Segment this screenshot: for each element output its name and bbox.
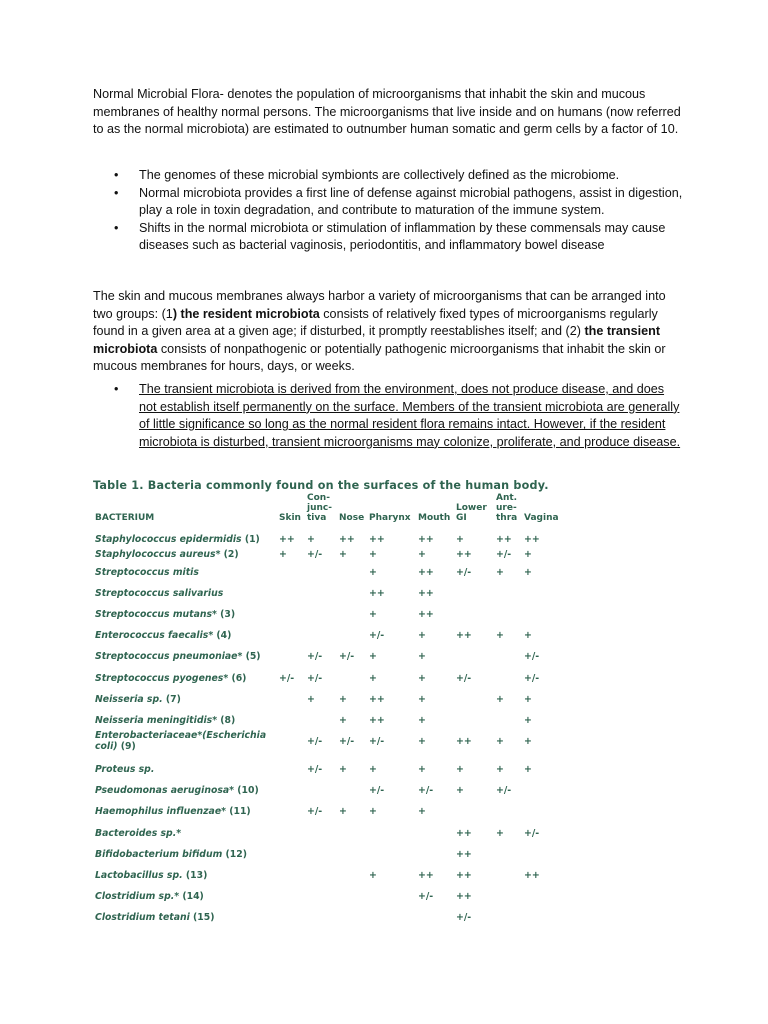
table-row: [93, 651, 593, 667]
reference-number: (9): [117, 741, 136, 752]
table-cell: ++: [369, 534, 385, 545]
bacterium-species: Clostridium tetani: [95, 912, 190, 923]
table-cell: ++: [456, 549, 472, 560]
table-cell: +: [369, 673, 377, 684]
table-cell: ++: [369, 588, 385, 599]
bacterium-species: Neisseria meningitidis*: [95, 715, 218, 726]
bacterium-name: [95, 567, 199, 578]
bacterium-species: Streptococcus mutans*: [95, 609, 217, 620]
table-cell: +: [496, 567, 504, 578]
table-cell: +: [496, 736, 504, 747]
table-cell: +: [524, 736, 532, 747]
table-cell: +: [369, 806, 377, 817]
table-cell: +: [339, 694, 347, 705]
bacterium-name: [95, 715, 235, 726]
table-cell: ++: [456, 891, 472, 902]
table-cell: +/-: [369, 630, 385, 641]
intro-paragraph: Normal Microbial Flora- denotes the population of microorganisms that inhabit the skin and mucous membranes of healthy normal persons. The microorganisms that live inside and on humans (now referred to as the normal microbiota) are estimated to outnumber human somatic and germ cells by a factor of 10.: [93, 87, 681, 137]
table-cell: +: [418, 673, 426, 684]
table-cell: +: [418, 651, 426, 662]
table-cell: +/-: [307, 764, 323, 775]
table-cell: ++: [524, 870, 540, 881]
bacterium-species: Staphylococcus epidermidis: [95, 534, 242, 545]
table-cell: +/-: [496, 549, 512, 560]
table-cell: +: [524, 630, 532, 641]
table-cell: +/-: [307, 736, 323, 747]
table-cell: +: [369, 870, 377, 881]
table-cell: +: [339, 806, 347, 817]
table-row: [93, 715, 593, 731]
bacterium-name: [95, 849, 247, 860]
table-row: [93, 694, 593, 710]
bacterium-name: [95, 870, 207, 881]
header-vagina: Vagina: [524, 513, 559, 523]
table-cell: +: [524, 567, 532, 578]
bacterium-species: Bacteroides sp.*: [95, 828, 182, 839]
table-cell: +: [418, 764, 426, 775]
table-cell: +: [279, 549, 287, 560]
table-cell: +/-: [524, 651, 540, 662]
table-cell: +: [524, 715, 532, 726]
bacterium-name: [95, 673, 246, 684]
list-item-text: Normal microbiota provides a first line of defense against microbial pathogens, assist in digestion, play a role in toxin degradation, and contribute to maturation of the immune system.: [139, 185, 683, 218]
table-cell: ++: [418, 588, 434, 599]
header-nose: Nose: [339, 513, 365, 523]
table-cell: +: [524, 764, 532, 775]
table-cell: +: [418, 806, 426, 817]
bacterium-species: Clostridium sp.*: [95, 891, 180, 902]
table-cell: +/-: [524, 828, 540, 839]
table-cell: +/-: [307, 651, 323, 662]
bacterium-species: Pseudomonas aeruginosa*: [95, 785, 235, 796]
bacterium-name: [95, 588, 223, 599]
table-row: [93, 673, 593, 689]
table-row: [93, 806, 593, 822]
table-cell: +/-: [339, 651, 355, 662]
table-header: [93, 493, 593, 534]
table-cell: ++: [418, 870, 434, 881]
table-cell: +/-: [307, 549, 323, 560]
list-item-text: The transient microbiota is derived from the environment, does not produce disease, and does not establish itself permanently on the surface. Members of the transient microbiota are generally of little significance so long as the normal resident flora remains intact. However, if the resident microbiota is disturbed, transient microorganisms may colonize, proliferate, and produce disease.: [139, 382, 681, 449]
table-cell: +/-: [496, 785, 512, 796]
table-cell: +: [496, 630, 504, 641]
resident-microbiota-emphasis: ) the resident microbiota: [172, 306, 320, 321]
table-row: [93, 891, 593, 907]
list-item: [93, 381, 683, 451]
table-row: [93, 567, 593, 583]
reference-number: (12): [222, 849, 247, 860]
table-cell: +: [524, 549, 532, 560]
bacterium-species: Enterobacteriaceae*(Escherichia coli): [95, 730, 267, 752]
header-conjunctiva: Con- junc- tiva: [307, 493, 332, 523]
bacterium-name: [95, 534, 260, 545]
table-cell: +: [418, 694, 426, 705]
bacterium-name: [95, 806, 251, 817]
bacterium-name: [95, 912, 215, 923]
table-cell: +/-: [418, 891, 434, 902]
table-cell: ++: [369, 694, 385, 705]
table-cell: +: [307, 534, 315, 545]
groups-text-c: consists of relatively fixed types of microorganisms regularly found in a given area at a given age; if disturbed, it promptly reestablishes itself; and (2): [93, 306, 658, 339]
table-cell: ++: [339, 534, 355, 545]
bacterium-name: [95, 730, 281, 752]
table-cell: +: [418, 630, 426, 641]
list-item: [93, 167, 683, 185]
table-row: [93, 828, 593, 844]
table-cell: +: [456, 785, 464, 796]
bacterium-name: [95, 549, 239, 560]
bullet-icon: •: [114, 168, 119, 182]
groups-text-a: The skin and mucous membranes always harbor a variety of microorganisms that can be arranged into two groups: (1: [93, 289, 666, 321]
reference-number: (5): [242, 651, 261, 662]
reference-number: (13): [182, 870, 208, 881]
bacterium-name: [95, 764, 154, 775]
table-cell: +: [524, 694, 532, 705]
header-bacterium: BACTERIUM: [95, 513, 155, 523]
table-row: [93, 785, 593, 801]
reference-number: (6): [228, 673, 247, 684]
bacterium-name: [95, 694, 181, 705]
header-mouth: Mouth: [418, 513, 451, 523]
table-row: [93, 630, 593, 646]
table-cell: +: [369, 567, 377, 578]
bacterium-species: Neisseria sp.: [95, 694, 163, 705]
reference-number: (15): [189, 912, 215, 923]
header-pharynx: Pharynx: [369, 513, 411, 523]
table-cell: +: [418, 736, 426, 747]
reference-number: (8): [217, 715, 236, 726]
table-cell: +/-: [456, 912, 472, 923]
reference-number: (11): [226, 806, 251, 817]
table-row: [93, 870, 593, 886]
table-cell: +/-: [279, 673, 295, 684]
bacterium-species: Enterococcus faecalis*: [95, 630, 214, 641]
table-cell: +/-: [369, 736, 385, 747]
table-cell: +/-: [456, 673, 472, 684]
reference-number: (4): [213, 630, 232, 641]
table-cell: +: [496, 694, 504, 705]
table-cell: +/-: [339, 736, 355, 747]
table-cell: +: [496, 764, 504, 775]
table-cell: +: [369, 651, 377, 662]
bacterium-species: Streptococcus pneumoniae*: [95, 651, 243, 662]
table-cell: +: [369, 764, 377, 775]
table-cell: +: [418, 549, 426, 560]
bacterium-name: [95, 891, 204, 902]
table-cell: +/-: [307, 673, 323, 684]
table-cell: +: [369, 609, 377, 620]
table-cell: +/-: [369, 785, 385, 796]
bacterium-species: Streptococcus pyogenes*: [95, 673, 229, 684]
table-cell: ++: [418, 534, 434, 545]
reference-number: (14): [179, 891, 204, 902]
table-cell: +: [339, 715, 347, 726]
bullet-list-transient: [93, 381, 683, 451]
table-caption: Table 1. Bacteria commonly found on the surfaces of the human body.: [93, 479, 549, 492]
bullet-icon: •: [114, 185, 119, 200]
table-cell: ++: [496, 534, 512, 545]
table-cell: +: [369, 549, 377, 560]
table-cell: ++: [456, 630, 472, 641]
table-cell: ++: [456, 828, 472, 839]
bullet-icon: •: [114, 220, 119, 235]
microbiota-groups-paragraph: [93, 288, 683, 376]
table-cell: +: [339, 549, 347, 560]
bacterium-species: Bifidobacterium bifidum: [95, 849, 223, 860]
bacterium-name: [95, 609, 235, 620]
table-cell: ++: [279, 534, 295, 545]
table-cell: ++: [456, 870, 472, 881]
bacterium-species: Proteus sp.: [95, 764, 155, 775]
table-row: [93, 534, 593, 550]
reference-number: (1): [241, 534, 260, 545]
table-cell: +/-: [418, 785, 434, 796]
list-item-text: The genomes of these microbial symbionts are collectively defined as the microbiome.: [139, 168, 620, 182]
reference-number: (10): [234, 785, 259, 796]
table-cell: ++: [456, 736, 472, 747]
bacterium-name: [95, 651, 261, 662]
table-cell: +: [418, 715, 426, 726]
bacterium-species: Streptococcus salivarius: [95, 588, 224, 599]
reference-number: (7): [162, 694, 181, 705]
table-cell: ++: [456, 849, 472, 860]
table-cell: +: [456, 764, 464, 775]
table-cell: +: [307, 694, 315, 705]
bacterium-name: [95, 828, 181, 839]
table-cell: ++: [524, 534, 540, 545]
table-cell: ++: [418, 567, 434, 578]
table-cell: +: [339, 764, 347, 775]
reference-number: (2): [220, 549, 239, 560]
header-skin: Skin: [279, 513, 301, 523]
table-row: [93, 609, 593, 625]
reference-number: (3): [216, 609, 236, 620]
table-cell: ++: [418, 609, 434, 620]
table-cell: +/-: [524, 673, 540, 684]
list-item-text: Shifts in the normal microbiota or stimulation of inflammation by these commensals may cause diseases such as bacterial vaginosis, periodontitis, and inflammatory bowel disease: [139, 220, 666, 253]
groups-text-e: consists of nonpathogenic or potentially pathogenic microorganisms that inhabit the skin or mucous membranes for hours, days, or weeks.: [93, 341, 666, 374]
table-cell: +: [496, 828, 504, 839]
bacterium-species: Staphylococcus aureus*: [95, 549, 221, 560]
bacterium-name: [95, 785, 259, 796]
table-row: [93, 764, 593, 780]
table-row: [93, 588, 593, 604]
list-item: [93, 220, 683, 255]
table-row: [93, 912, 593, 928]
bacterium-species: Lactobacillus sp.: [95, 870, 183, 881]
table-row: [93, 849, 593, 865]
table-cell: +/-: [307, 806, 323, 817]
bacterium-species: Haemophilus influenzae*: [95, 806, 226, 817]
bullet-icon: •: [114, 382, 119, 396]
transient-microbiota-emphasis: the transient microbiota: [93, 324, 661, 356]
table-cell: +/-: [456, 567, 472, 578]
bacterium-species: Streptococcus mitis: [95, 567, 199, 578]
bacterium-name: [95, 630, 231, 641]
table-row: [93, 730, 593, 752]
table-row: [93, 549, 593, 565]
bullet-list-microbiome: [93, 167, 683, 255]
table-cell: ++: [369, 715, 385, 726]
header-lower-gi: Lower GI: [456, 503, 487, 523]
list-item: [93, 185, 683, 220]
table-cell: +: [456, 534, 464, 545]
header-ant-urethra: Ant. ure- thra: [496, 493, 518, 523]
